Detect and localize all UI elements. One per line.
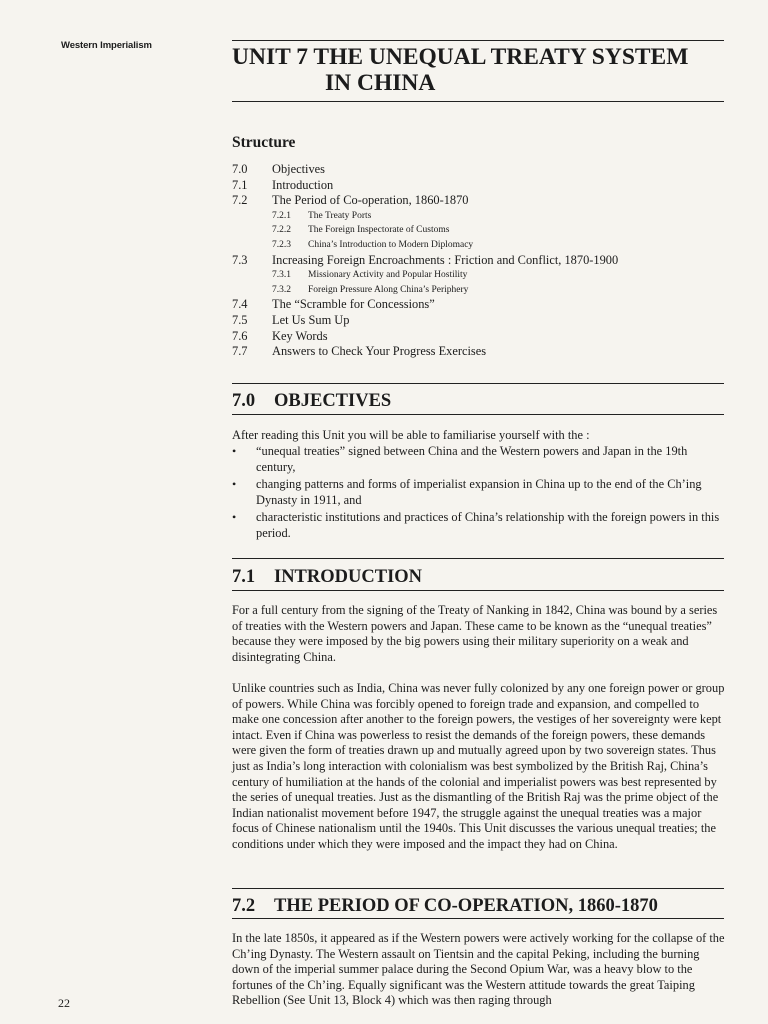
unit-title-line2: IN CHINA: [325, 70, 436, 96]
section-title: OBJECTIVES: [274, 391, 392, 411]
objectives-list: [232, 444, 725, 544]
objectives-heading: [232, 389, 724, 413]
toc-number: 7.2: [232, 193, 248, 208]
toc-number: 7.2.1: [272, 210, 291, 221]
toc-subitem: [232, 223, 724, 238]
toc-text: Objectives: [272, 162, 325, 176]
title-top-rule: [232, 40, 724, 41]
toc-item: [232, 253, 724, 269]
page-number: 22: [58, 996, 70, 1010]
introduction-paragraph-2: Unlike countries such as India, China was never fully colonized by any one foreign power or group of powers. While China was forcibly opened to foreign trade and expansion, and compelled to make one concession after another to the foreign powers, the vestiges of her sovereignty were kept intact. Even if China was powerless to resist the demands of the foreign powers, these demands were given the form of treaties drawn up and mutually agreed upon by two sovereign states. Thus just as India’s long interaction with colonialism was best symbolized by the British Raj, China’s century of humiliation at the hands of the colonial and imperialist powers was best represented by the series of unequal treaties. Just as the dismantling of the British Raj was the prime object of the Indian nationalist movement before 1947, the struggle against the unequal treaties was a major focus of Chinese nationalism until the 1940s. This Unit discusses the various unequal treaties; the conditions under which they were imposed and the impact they had on China.: [232, 681, 725, 851]
objectives-top-rule: [232, 383, 724, 384]
toc-text: China’s Introduction to Modern Diplomacy: [308, 239, 474, 250]
toc-number: 7.5: [232, 312, 248, 327]
objective-text: characteristic institutions and practices of China’s relationship with the foreign powers in this period.: [256, 510, 720, 540]
bullet-icon: •: [232, 444, 237, 458]
structure-list: [232, 162, 724, 360]
objectives-intro: After reading this Unit you will be able to familiarise yourself with the :: [232, 428, 590, 442]
toc-number: 7.7: [232, 344, 248, 359]
unit-title: [232, 44, 724, 96]
toc-item: [232, 344, 724, 360]
toc-text: Foreign Pressure Along China’s Periphery: [308, 284, 469, 295]
section-title: INTRODUCTION: [274, 567, 423, 587]
toc-number: 7.3: [232, 252, 248, 267]
cooperation-paragraph: In the late 1850s, it appeared as if the Western powers were actively working for the collapse of the Ch’ing Dynasty. The Western assault on Tientsin and the capital Peking, including the burning down of the imperial summer palace during the Second Opium War, was a heavy blow to the fortunes of the Ch’ing. Equally significant was the Western attitude towards the great Taiping Rebellion (See Unit 13, Block 4) which was then raging through: [232, 931, 725, 1008]
toc-item: [232, 297, 724, 313]
toc-text: The “Scramble for Concessions”: [272, 297, 435, 312]
objective-bullet: [232, 510, 725, 541]
bullet-icon: •: [232, 510, 237, 525]
toc-item: [232, 178, 724, 194]
introduction-paragraph-1: For a full century from the signing of the Treaty of Nanking in 1842, China was bound by a series of treaties with the Western powers and Japan. These came to be known as the “unequal treaties” because they were imposed by the big powers using their military superiority on a weak and disintegrating China.: [232, 603, 718, 664]
objective-text: changing patterns and forms of imperialist expansion in China up to the end of the Ch’ing Dynasty in 1911, and: [256, 477, 702, 507]
toc-number: 7.2.2: [272, 225, 291, 236]
section-number: 7.1: [232, 567, 256, 587]
toc-item: [232, 313, 724, 329]
introduction-bottom-rule: [232, 590, 724, 591]
section-number: 7.2: [232, 896, 256, 916]
cooperation-bottom-rule: [232, 918, 724, 919]
toc-item: [232, 162, 724, 178]
section-title: THE PERIOD OF CO-OPERATION, 1860-1870: [274, 896, 658, 916]
toc-number: 7.6: [232, 328, 248, 343]
structure-heading: Structure: [232, 134, 296, 151]
running-header: Western Imperialism: [61, 40, 152, 51]
title-bottom-rule: [232, 101, 724, 102]
toc-text: Missionary Activity and Popular Hostility: [308, 270, 468, 281]
objectives-bottom-rule: [232, 414, 724, 415]
toc-text: The Period of Co-operation, 1860-1870: [272, 193, 469, 208]
toc-subitem: [232, 283, 724, 298]
cooperation-heading: [232, 894, 724, 918]
toc-item: [232, 329, 724, 345]
introduction-top-rule: [232, 558, 724, 559]
toc-number: 7.2.3: [272, 239, 291, 250]
toc-number: 7.4: [232, 297, 248, 312]
toc-text: Key Words: [272, 328, 328, 343]
objective-bullet: [232, 477, 725, 508]
objective-bullet: [232, 444, 725, 475]
cooperation-top-rule: [232, 888, 724, 889]
toc-subitem: [232, 209, 724, 224]
toc-text: The Foreign Inspectorate of Customs: [308, 225, 450, 236]
toc-text: Introduction: [272, 177, 334, 192]
toc-text: The Treaty Ports: [308, 210, 372, 221]
toc-text: Let Us Sum Up: [272, 312, 350, 327]
toc-number: 7.0: [232, 162, 248, 176]
bullet-icon: •: [232, 477, 237, 492]
toc-text: Increasing Foreign Encroachments : Friction and Conflict, 1870-1900: [272, 252, 619, 267]
toc-subitem: [232, 268, 724, 283]
section-number: 7.0: [232, 391, 256, 411]
toc-item: [232, 193, 724, 209]
objective-text: “unequal treaties” signed between China and the Western powers and Japan in the 19th century,: [256, 444, 688, 474]
toc-text: Answers to Check Your Progress Exercises: [272, 344, 487, 359]
toc-number: 7.1: [232, 177, 248, 192]
introduction-heading: [232, 565, 724, 589]
unit-title-line1: UNIT 7 THE UNEQUAL TREATY SYSTEM: [232, 44, 689, 70]
toc-number: 7.3.2: [272, 284, 291, 295]
toc-subitem: [232, 238, 724, 253]
toc-number: 7.3.1: [272, 270, 291, 281]
